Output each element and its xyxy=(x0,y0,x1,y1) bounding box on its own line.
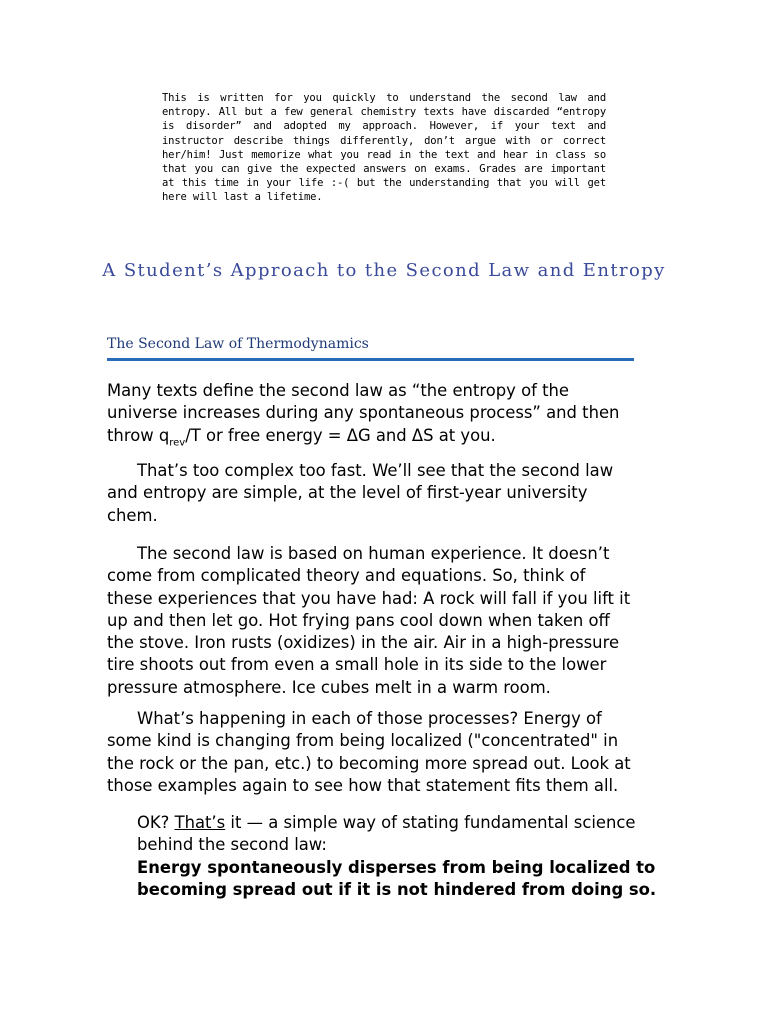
paragraph-definition-end: /T or free energy = ΔG and ΔS at you. xyxy=(185,425,496,445)
ok-lead: OK? xyxy=(137,813,175,832)
section-heading: The Second Law of Thermodynamics xyxy=(107,334,634,361)
ok-rest: it — a simple way of stating fundamental science behind the second law: xyxy=(137,813,636,855)
paragraph-too-complex: That’s too complex too fast. We’ll see that the second law and entropy are simple, at the level of first-year university chem. xyxy=(107,461,614,525)
second-law-statement: Energy spontaneously disperses from being localized to becoming spread out if it is not hindered from doing so. xyxy=(137,857,657,899)
intro-note: This is written for you quickly to understand the second law and entropy. All but a few general chemistry texts have discarded “entropy is disorder” and adopted my approach. However, if your text and instructor describe things differently, don’t argue with or correct her/him! Just memorize what you read in the text and hear in class so that you can give the expected answers on exams. Grades are important at this time in your life :-( but the understanding that you will get here will last a lifetime. xyxy=(162,92,606,204)
ok-statement xyxy=(137,812,662,901)
paragraph-experience: The second law is based on human experience. It doesn’t come from complicated theory and equations. So, think of these experiences that you have had: A rock will fall if you lift it up and then let go. Hot frying pans cool down when taken off the stove. Iron rusts (oxidizes) in the air. Air in a high-pressure tire shoots out from even a small hole in its side to the lower pressure atmosphere. Ice cubes melt in a warm room. xyxy=(107,544,631,697)
thats-underlined: That’s xyxy=(174,813,226,832)
subscript-rev: rev xyxy=(169,436,186,448)
paragraph-definition-start: Many texts define the second law as “the entropy of the universe increases during any spontaneous process” and then throw q xyxy=(107,381,620,445)
paragraph-happening: What’s happening in each of those processes? Energy of some kind is changing from being localized ("concentrated" in the rock or the pan, etc.) to becoming more spread out. Look at those examples again to see how that statement fits them all. xyxy=(107,709,631,795)
paragraph-definition xyxy=(107,380,635,447)
page-title: A Student’s Approach to the Second Law and Entropy xyxy=(102,260,666,281)
